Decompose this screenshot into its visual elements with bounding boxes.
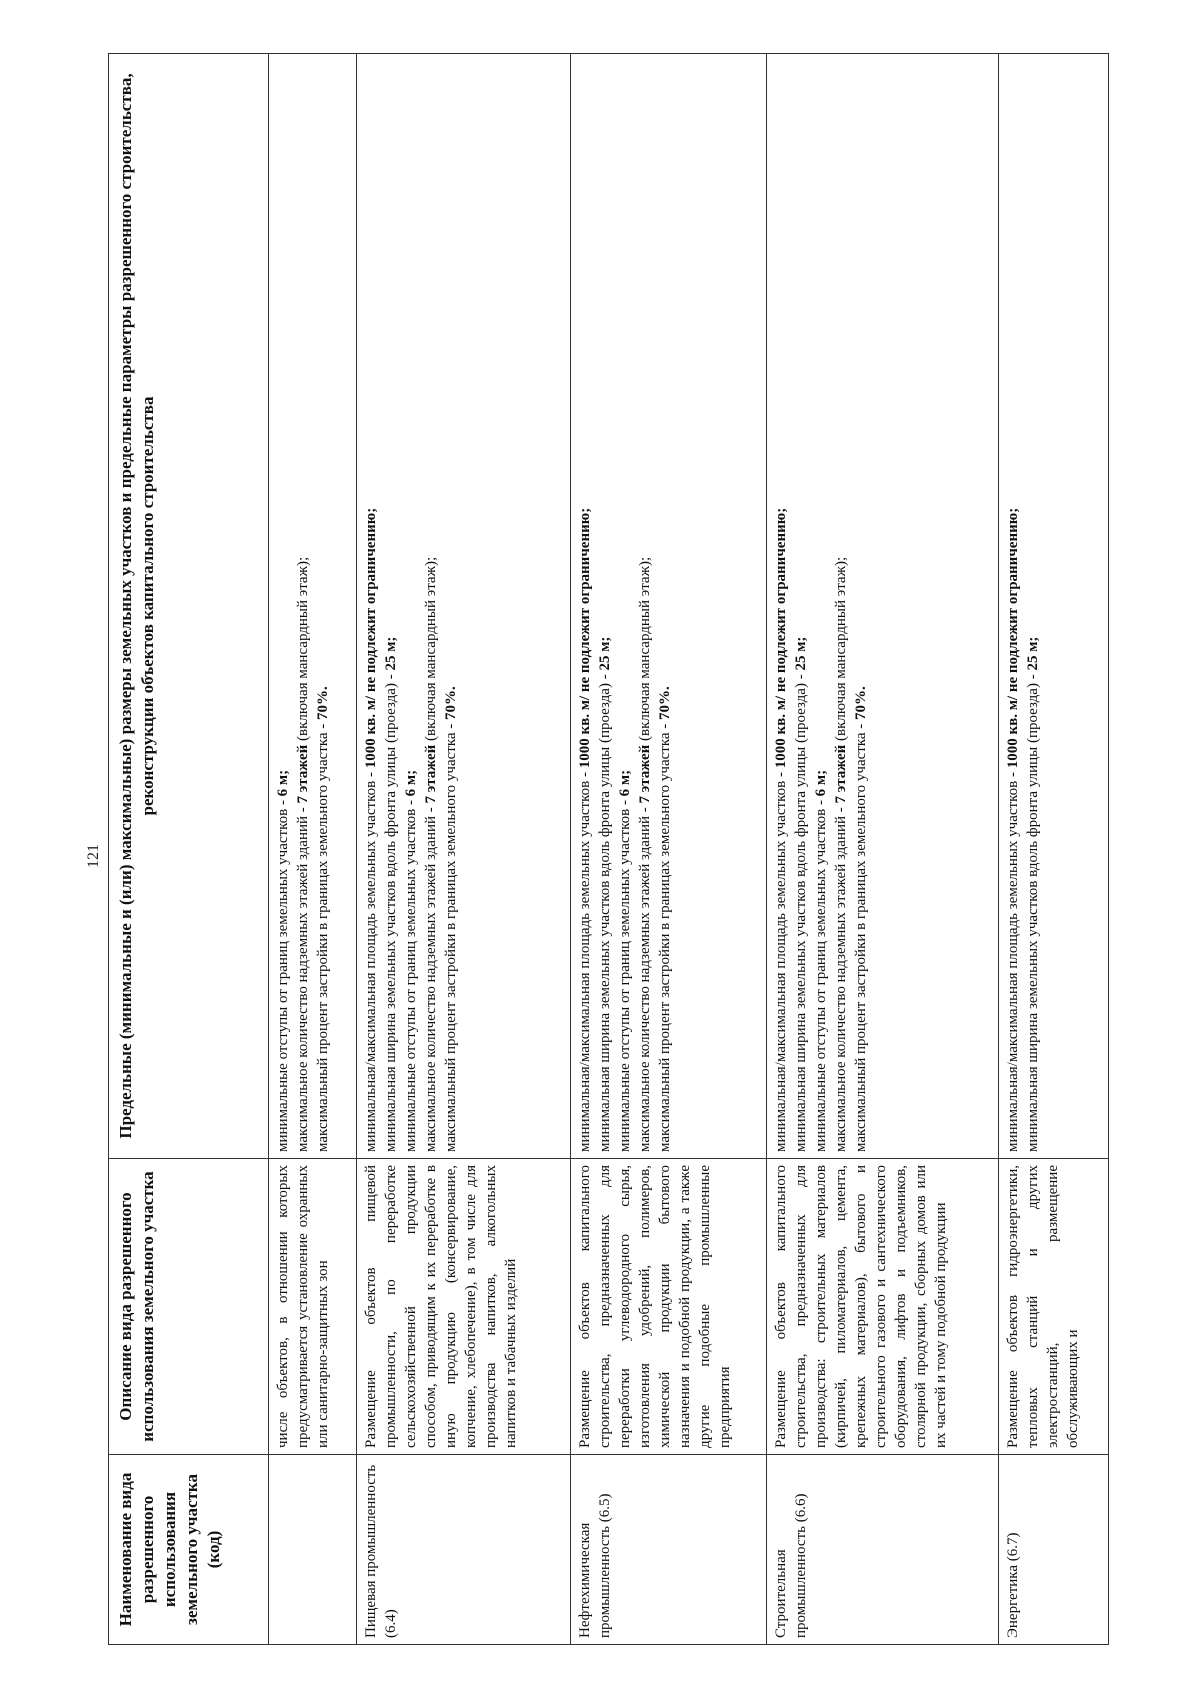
parameter-line: минимальные отступы от границ земельных участков - 6 м; xyxy=(617,769,633,1152)
parameter-line: минимальная ширина земельных участков вдоль фронта улицы (проезда) - 25 м; xyxy=(597,636,613,1152)
cell-name xyxy=(269,1455,357,1645)
cell-parameters xyxy=(999,54,1109,1159)
parameter-value: 25 м; xyxy=(597,636,613,671)
parameter-value: 70%. xyxy=(853,686,869,720)
parameter-line: минимальные отступы от границ земельных участков - 6 м; xyxy=(403,769,419,1152)
parameter-value: 7 этажей xyxy=(637,744,653,804)
parameter-value: 70%. xyxy=(657,686,673,720)
header-name: Наименование вида разрешенного использования земельного участка (код) xyxy=(109,1455,269,1645)
parameter-line: минимальная/максимальная площадь земельных участков - 1000 кв. м/ не подлежит ограничению; xyxy=(773,507,789,1152)
parameter-value: 1000 кв. м/ не подлежит ограничению; xyxy=(773,507,789,769)
parameter-line: максимальный процент застройки в границах земельного участка - 70%. xyxy=(853,686,869,1152)
header-parameters: Предельные (минимальные и (или) максимальные) размеры земельных участков и предельные параметры разрешенного строительства, реконструкции объектов капитального строительства xyxy=(109,54,269,1159)
parameter-line: максимальный процент застройки в границах земельного участка - 70%. xyxy=(443,686,459,1152)
cell-description: Размещение объектов пищевой промышленности, по переработке сельскохозяйственной продукции способом, приводящим к их переработке в иную продукцию (консервирование, копчение, хлебопечение), в том числе для производства напитков, алкогольных напитков и табачных изделий xyxy=(357,1159,571,1455)
parameter-line: максимальное количество надземных этажей зданий - 7 этажей (включая мансардный этаж); xyxy=(295,556,311,1152)
cell-name: Строительная промышленность (6.6) xyxy=(767,1455,999,1645)
cell-name: Энергетика (6.7) xyxy=(999,1455,1109,1645)
table-row xyxy=(767,54,999,1645)
parameter-line: максимальное количество надземных этажей зданий - 7 этажей (включая мансардный этаж); xyxy=(423,556,439,1152)
parameter-value: 1000 кв. м/ не подлежит ограничению; xyxy=(1005,507,1021,769)
cell-parameters xyxy=(767,54,999,1159)
table-row xyxy=(269,54,357,1645)
parameter-value: 7 этажей xyxy=(833,744,849,804)
cell-parameters xyxy=(357,54,571,1159)
cell-description: числе объектов, в отношении которых предусматривается установление охранных или санитарно-защитных зон xyxy=(269,1159,357,1455)
page-number: 121 xyxy=(85,844,102,868)
parameter-value: 25 м; xyxy=(793,636,809,671)
parameter-value: 6 м; xyxy=(275,769,291,797)
zoning-table xyxy=(108,53,1109,1645)
parameter-value: 1000 кв. м/ не подлежит ограничению; xyxy=(363,507,379,769)
parameter-value: 70%. xyxy=(315,686,331,720)
parameter-value: 6 м; xyxy=(617,769,633,797)
cell-name: Нефтехимическая промышленность (6.5) xyxy=(571,1455,767,1645)
parameter-line: минимальные отступы от границ земельных участков - 6 м; xyxy=(813,769,829,1152)
parameter-value: 6 м; xyxy=(403,769,419,797)
parameter-line: минимальная ширина земельных участков вдоль фронта улицы (проезда) - 25 м; xyxy=(383,636,399,1152)
cell-description: Размещение объектов капитального строительства, предназначенных для переработки углеводородного сырья, изготовления удобрений, полимеров, химической продукции бытового назначения и подобной продукции, а также другие подобные промышленные предприятия xyxy=(571,1159,767,1455)
cell-parameters xyxy=(571,54,767,1159)
parameter-line: минимальная/максимальная площадь земельных участков - 1000 кв. м/ не подлежит ограничению; xyxy=(1005,507,1021,1152)
table-row xyxy=(999,54,1109,1645)
table-header-row xyxy=(109,54,269,1645)
parameter-line: максимальный процент застройки в границах земельного участка - 70%. xyxy=(315,686,331,1152)
table-row xyxy=(357,54,571,1645)
cell-description: Размещение объектов гидроэнергетики, тепловых станций и других электростанций, размещение обслуживающих и xyxy=(999,1159,1109,1455)
parameter-line: максимальное количество надземных этажей зданий - 7 этажей (включая мансардный этаж); xyxy=(833,556,849,1152)
parameter-line: максимальный процент застройки в границах земельного участка - 70%. xyxy=(657,686,673,1152)
parameter-line: минимальная/максимальная площадь земельных участков - 1000 кв. м/ не подлежит ограничению; xyxy=(577,507,593,1152)
rotated-table-container xyxy=(108,53,1108,1645)
parameter-line: минимальные отступы от границ земельных участков - 6 м; xyxy=(275,769,291,1152)
parameter-value: 70%. xyxy=(443,686,459,720)
cell-parameters xyxy=(269,54,357,1159)
parameter-line: максимальное количество надземных этажей зданий - 7 этажей (включая мансардный этаж); xyxy=(637,556,653,1152)
table-row xyxy=(571,54,767,1645)
parameter-value: 7 этажей xyxy=(423,744,439,804)
parameter-value: 6 м; xyxy=(813,769,829,797)
parameter-value: 7 этажей xyxy=(295,744,311,804)
parameter-value: 25 м; xyxy=(383,636,399,671)
parameter-value: 1000 кв. м/ не подлежит ограничению; xyxy=(577,507,593,769)
parameter-value: 25 м; xyxy=(1025,636,1041,671)
parameter-line: минимальная/максимальная площадь земельных участков - 1000 кв. м/ не подлежит ограничению; xyxy=(363,507,379,1152)
parameter-line: минимальная ширина земельных участков вдоль фронта улицы (проезда) - 25 м; xyxy=(1025,636,1041,1152)
header-description: Описание вида разрешенного использования земельного участка xyxy=(109,1159,269,1455)
cell-description: Размещение объектов капитального строительства, предназначенных для производства: строительных материалов (кирпичей, пиломатериалов, цемента, крепежных материалов), бытового и строительного газового и сантехнического оборудования, лифтов и подъемников, столярной продукции, сборных домов или их частей и тому подобной продукции xyxy=(767,1159,999,1455)
cell-name: Пищевая промышленность (6.4) xyxy=(357,1455,571,1645)
parameter-line: минимальная ширина земельных участков вдоль фронта улицы (проезда) - 25 м; xyxy=(793,636,809,1152)
